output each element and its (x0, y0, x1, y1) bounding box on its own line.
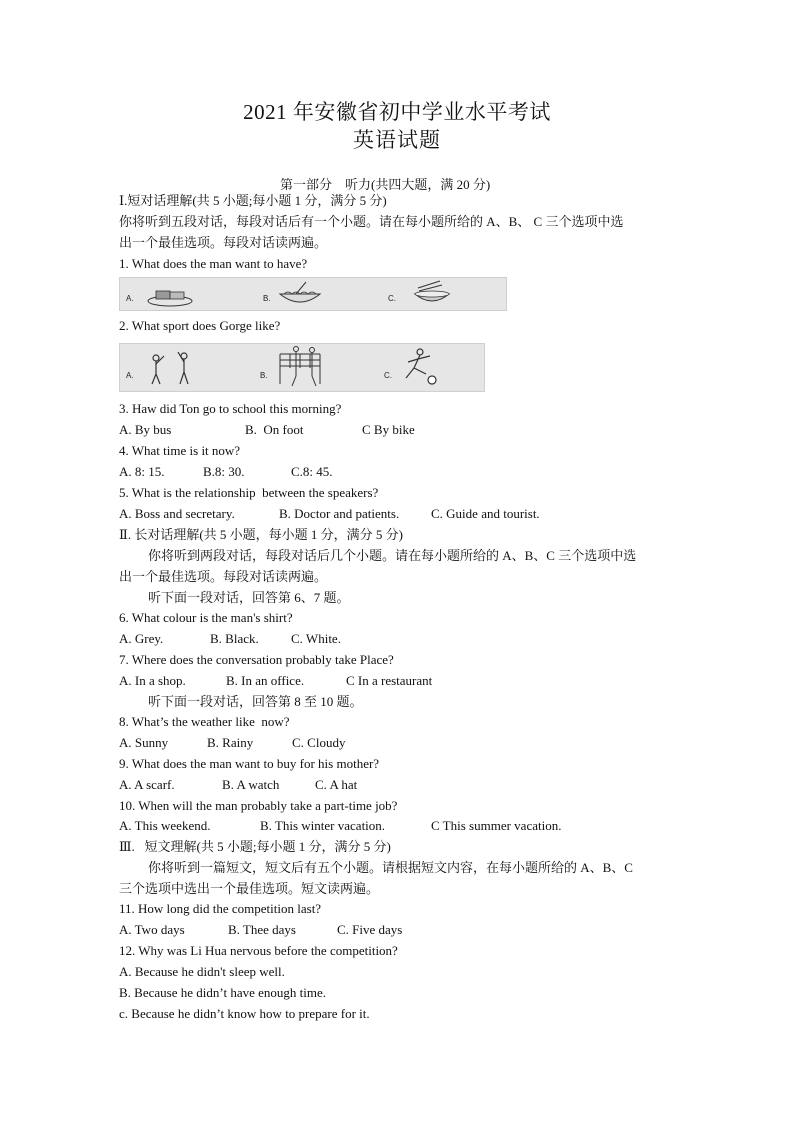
plate-food-icon (148, 291, 192, 306)
badminton-players-icon (152, 352, 188, 384)
q5-option-a: A. Boss and secretary. (119, 506, 235, 521)
q12-option-c: c. Because he didn’t know how to prepare for it. (119, 1006, 370, 1021)
question-11: 11. How long did the competition last? (119, 901, 322, 916)
section-3-instruction: 你将听到一篇短文，短文后有五个小题。请根据短文内容，在每小题所给的 A、B、C (148, 860, 633, 875)
question-5: 5. What is the relationship between the speakers? (119, 485, 379, 500)
question-4: 4. What time is it now? (119, 443, 241, 458)
question-12: 12. Why was Li Hua nervous before the competition? (119, 943, 398, 958)
part-one-heading: 第一部分 听力(共四大题，满 20 分) (280, 177, 491, 192)
section-3-instruction-cont: 三个选项中选出一个最佳选项。短文读两遍。 (119, 881, 380, 896)
section-2-subinstruction-2: 听下面一段对话，回答第 8 至 10 题。 (148, 694, 363, 709)
q12-option-b: B. Because he didn’t have enough time. (119, 985, 326, 1000)
q4-option-a: A. 8: 15. (119, 464, 165, 479)
q5-option-b: B. Doctor and patients. (279, 506, 400, 521)
section-1-instruction: 你将听到五段对话，每段对话后有一个小题。请在每小题所给的 A、B、 C 三个选项中选 (119, 214, 624, 229)
q6-option-a: A. Grey. (119, 631, 164, 646)
q11-option-c: C. Five days (337, 922, 403, 937)
question-8: 8. What’s the weather like now? (119, 714, 290, 729)
question-6: 6. What colour is the man's shirt? (119, 610, 293, 625)
q6-option-c: C. White. (291, 631, 341, 646)
q8-option-c: C. Cloudy (292, 735, 346, 750)
section-1-heading: Ⅰ.短对话理解(共 5 小题;每小题 1 分，满分 5 分) (119, 193, 387, 208)
football-player-icon (406, 349, 436, 384)
q3-option-b: B. On foot (245, 422, 304, 437)
rice-bowl-chopsticks-icon (415, 281, 449, 301)
q9-option-a: A. A scarf. (119, 777, 175, 792)
q7-option-b: B. In an office. (226, 673, 305, 688)
question-3: 3. Haw did Ton go to school this morning? (119, 401, 342, 416)
q11-option-a: A. Two days (119, 922, 185, 937)
section-3-heading: Ⅲ. 短文理解(共 5 小题;每小题 1 分，满分 5 分) (119, 839, 391, 854)
question-1-picture-strip (119, 277, 507, 311)
q7-option-c: C In a restaurant (346, 673, 433, 688)
section-2-instruction-cont: 出一个最佳选项。每段对话读两遍。 (119, 569, 328, 584)
q10-option-a: A. This weekend. (119, 818, 211, 833)
section-2-subinstruction-1: 听下面一段对话，回答第 6、7 题。 (148, 590, 350, 605)
q8-option-a: A. Sunny (119, 735, 169, 750)
section-1-instruction-cont: 出一个最佳选项。每段对话读两遍。 (119, 235, 328, 250)
section-2-instruction: 你将听到两段对话，每段对话后几个小题。请在每小题所给的 A、B、C 三个选项中选 (148, 548, 637, 563)
exam-subtitle: 英语试题 (353, 128, 441, 152)
q4-option-b: B.8: 30. (203, 464, 245, 479)
q1-label-a: A. (126, 294, 134, 303)
question-7: 7. Where does the conversation probably take Place? (119, 652, 394, 667)
question-2-picture-strip (119, 343, 485, 392)
q12-option-a: A. Because he didn't sleep well. (119, 964, 285, 979)
volleyball-net-icon (280, 347, 320, 387)
question-9: 9. What does the man want to buy for his mother? (119, 756, 380, 771)
q3-option-c: C By bike (362, 422, 415, 437)
section-2-heading: Ⅱ. 长对话理解(共 5 小题，每小题 1 分，满分 5 分) (119, 527, 403, 542)
q4-option-c: C.8: 45. (291, 464, 333, 479)
q1-label-c: C. (388, 294, 396, 303)
q6-option-b: B. Black. (210, 631, 259, 646)
question-1: 1. What does the man want to have? (119, 256, 308, 271)
q5-option-c: C. Guide and tourist. (431, 506, 540, 521)
q11-option-b: B. Thee days (228, 922, 296, 937)
q2-label-a: A. (126, 371, 134, 380)
q1-label-b: B. (263, 294, 271, 303)
question-10: 10. When will the man probably take a part-time job? (119, 798, 398, 813)
q10-option-c: C This summer vacation. (431, 818, 562, 833)
question-2: 2. What sport does Gorge like? (119, 318, 281, 333)
noodle-bowl-icon (280, 282, 320, 302)
q7-option-a: A. In a shop. (119, 673, 186, 688)
q9-option-c: C. A hat (315, 777, 358, 792)
q3-option-a: A. By bus (119, 422, 172, 437)
q2-label-c: C. (384, 371, 392, 380)
q2-label-b: B. (260, 371, 268, 380)
exam-title: 2021 年安徽省初中学业水平考试 (243, 100, 551, 124)
q9-option-b: B. A watch (222, 777, 280, 792)
q8-option-b: B. Rainy (207, 735, 254, 750)
q10-option-b: B. This winter vacation. (260, 818, 386, 833)
